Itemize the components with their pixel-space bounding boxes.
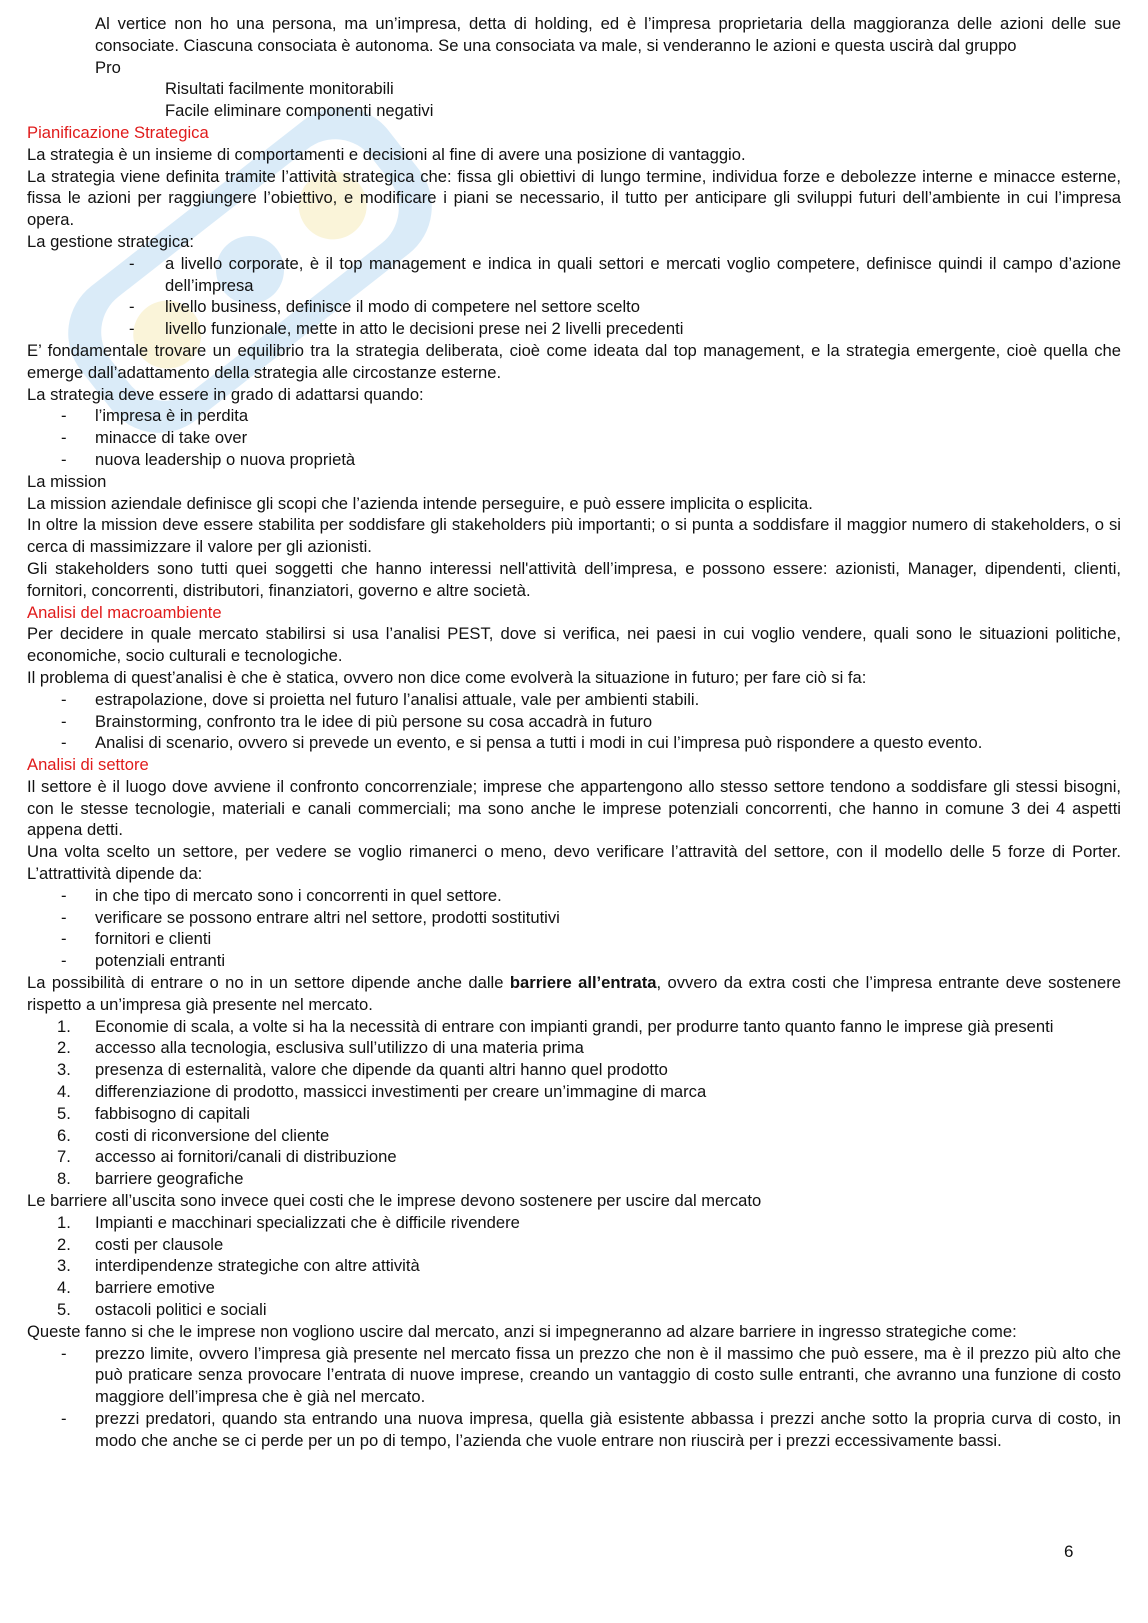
- paragraph: Una volta scelto un settore, per vedere se voglio rimanerci o meno, devo verificare l’attravità del settore, con il modello delle 5 forze di Porter. L’attrattività dipende da:: [27, 842, 1121, 884]
- list-item: - livello funzionale, mette in atto le decisioni prese nei 2 livelli precedenti: [129, 319, 684, 339]
- paragraph: Il settore è il luogo dove avviene il confronto concorrenziale; imprese che appartengono allo stesso settore tendono a soddisfare gli stessi bisogni, con le stesse tecnologie, materiali e canali commerciali; ma sono anche le imprese potenziali concorrenti, che hanno in comune 3 dei 4 aspetti appena detti.: [27, 776, 1121, 840]
- list-item: - livello business, definisce il modo di competere nel settore scelto: [129, 297, 641, 317]
- paragraph: La mission aziendale definisce gli scopi che l’azienda intende perseguire, e può essere implicita o esplicita.: [27, 493, 813, 513]
- adatta-list: [27, 405, 1121, 470]
- paragraph-barriere: La possibilità di entrare o no in un settore dipende anche dalle barriere all’entrata, ovvero da extra costi che l’impresa entrante deve sostenere rispetto a un’impresa già presente nel mercato.: [27, 973, 1121, 1014]
- list-item: - prezzi predatori, quando sta entrando una nuova impresa, quella già esistente abbassa i prezzi anche sotto la propria curva di costo, in modo che anche se ci perde per un po di tempo, l’azienda che vuole entrare non riuscirà per i prezzi eccessivamente bassi.: [61, 1409, 1121, 1450]
- uscita-list: [27, 1212, 1121, 1321]
- list-item: - a livello corporate, è il top management e indica in quali settori e mercati voglio competere, definisce quindi il campo d’azione dell’impresa: [129, 253, 1121, 295]
- list-item: - in che tipo di mercato sono i concorrenti in quel settore.: [61, 885, 502, 905]
- list-item: 1. Economie di scala, a volte si ha la necessità di entrare con impianti grandi, per produrre tanto quanto fanno le imprese già presenti: [57, 1016, 1054, 1036]
- list-item: - minacce di take over: [61, 428, 248, 448]
- section-heading-settore: Analisi di settore: [27, 755, 149, 775]
- pro-item: Risultati facilmente monitorabili: [165, 79, 394, 99]
- paragraph: La strategia viene definita tramite l’attività strategica che: fissa gli obiettivi di lungo termine, individua forze e debolezze interne e minacce esterne, fissa le azioni per raggiungere l’obiettivo, e modificare i piani se necessario, il tutto per anticipare gli sviluppi futuri dell’ambiente in cui l’impresa opera.: [27, 166, 1121, 230]
- mission-label: La mission: [27, 471, 107, 491]
- paragraph: Il problema di quest’analisi è che è statica, ovvero non dice come evolverà la situazione in futuro; per fare ciò si fa:: [27, 667, 867, 687]
- list-intro: Le barriere all’uscita sono invece quei costi che le imprese devono sostenere per uscire dal mercato: [27, 1191, 762, 1211]
- list-item: - potenziali entranti: [61, 951, 226, 971]
- list-item: - prezzo limite, ovvero l’impresa già presente nel mercato fissa un prezzo che non è il massimo che può essere, ma è il prezzo più alto che può praticare senza provocare l’entrata di nuove imprese, creando un vantaggio di costo sulle entranti, che avranno una funzione di costo maggiore dell’impresa che è già nel mercato.: [61, 1343, 1121, 1407]
- list-item: - Brainstorming, confronto tra le idee di più persone su cosa accadrà in futuro: [61, 711, 653, 731]
- bold-term: barriere all’entrata: [509, 973, 657, 993]
- paragraph: Gli stakeholders sono tutti quei soggetti che hanno interessi nell'attività dell’impresa, e possono essere: azionisti, Manager, dipendenti, clienti, fornitori, concorrenti, distributori, finanziatori, governo e altre società.: [27, 558, 1121, 600]
- list-item: 3. interdipendenze strategiche con altre attività: [57, 1256, 420, 1276]
- list-item: - l’impresa è in perdita: [61, 406, 249, 426]
- list-item: - fornitori e clienti: [61, 929, 212, 949]
- list-item: 4. differenziazione di prodotto, massicci investimenti per creare un’immagine di marca: [57, 1082, 707, 1102]
- list-item: - verificare se possono entrare altri nel settore, prodotti sostitutivi: [61, 907, 560, 927]
- section-heading-macroambiente: Analisi del macroambiente: [27, 602, 222, 622]
- entrata-list: [27, 1016, 1121, 1190]
- list-item: 2. costi per clausole: [57, 1234, 224, 1254]
- page-number: 6: [1064, 1542, 1074, 1561]
- paragraph: Queste fanno si che le imprese non vogliono uscire dal mercato, anzi si impegneranno ad alzare barriere in ingresso strategiche come:: [27, 1321, 1017, 1341]
- list-item: 8. barriere geografiche: [57, 1169, 244, 1189]
- list-item: 6. costi di riconversione del cliente: [57, 1125, 330, 1145]
- intro-paragraph: Al vertice non ho una persona, ma un’impresa, detta di holding, ed è l’impresa proprietaria della maggioranza delle azioni delle sue consociate. Ciascuna consociata è autonoma. Se una consociata va male, si venderanno le azioni e questa uscirà dal gruppo: [95, 14, 1121, 55]
- list-intro: La strategia deve essere in grado di adattarsi quando:: [27, 384, 424, 404]
- macro-list: [27, 689, 1121, 754]
- list-item: 4. barriere emotive: [57, 1278, 215, 1298]
- list-item: 1. Impianti e macchinari specializzati che è difficile rivendere: [57, 1212, 520, 1232]
- list-item: 3. presenza di esternalità, valore che dipende da quanti altri hanno quel prodotto: [57, 1060, 668, 1080]
- section-heading-pianificazione: Pianificazione Strategica: [27, 122, 209, 142]
- list-item: - estrapolazione, dove si proietta nel futuro l’analisi attuale, vale per ambienti stabili.: [61, 689, 700, 709]
- list-item: - nuova leadership o nuova proprietà: [61, 449, 356, 469]
- pro-item: Facile eliminare componenti negativi: [165, 101, 434, 121]
- paragraph: In oltre la mission deve essere stabilita per soddisfare gli stakeholders più importanti; o si punta a soddisfare il maggior numero di stakeholders, o si cerca di massimizzare il valore per gli azionisti.: [27, 515, 1121, 557]
- paragraph: Per decidere in quale mercato stabilirsi si usa l’analisi PEST, dove si verifica, nei paesi in cui voglio vendere, quali sono le situazioni politiche, economiche, socio culturali e tecnologiche.: [27, 624, 1121, 666]
- list-item: 2. accesso alla tecnologia, esclusiva sull’utilizzo di una materia prima: [57, 1038, 584, 1058]
- list-intro: La gestione strategica:: [27, 231, 194, 251]
- attrattivita-list: [27, 885, 1121, 972]
- list-item: 5. fabbisogno di capitali: [57, 1103, 250, 1123]
- list-item: - Analisi di scenario, ovvero si prevede un evento, e si pensa a tutti i modi in cui l’impresa può rispondere a questo evento.: [61, 733, 983, 753]
- paragraph: E’ fondamentale trovare un equilibrio tra la strategia deliberata, cioè come ideata dal top management, e la strategia emergente, cioè quella che emerge dall’adattamento della strategia alle circostanze esterne.: [27, 340, 1121, 382]
- document-body: [27, 13, 1121, 1452]
- list-item: 5. ostacoli politici e sociali: [57, 1300, 267, 1320]
- strategiche-list: [27, 1343, 1121, 1452]
- paragraph: La strategia è un insieme di comportamenti e decisioni al fine di avere una posizione di vantaggio.: [27, 144, 746, 164]
- pro-label: Pro: [95, 57, 121, 77]
- gestione-list: [27, 253, 1121, 340]
- list-item: 7. accesso ai fornitori/canali di distribuzione: [57, 1147, 397, 1167]
